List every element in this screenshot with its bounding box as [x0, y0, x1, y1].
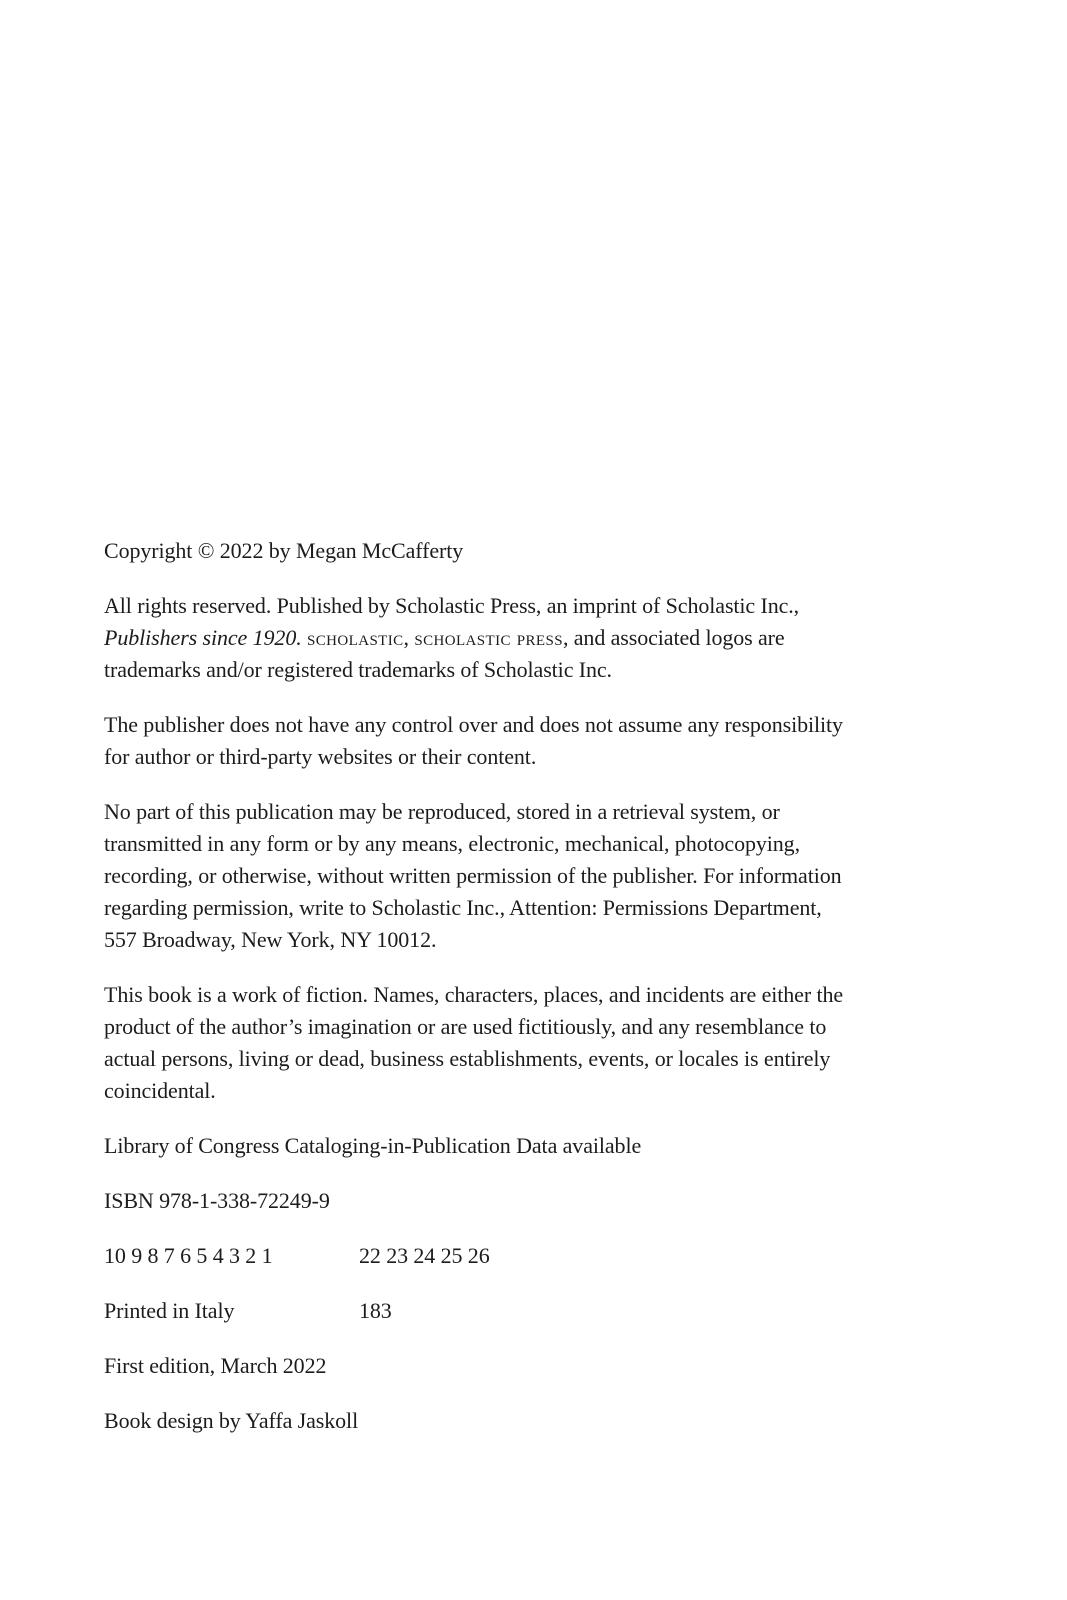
copyright-page	[104, 535, 924, 1460]
isbn-paragraph	[104, 1185, 924, 1217]
rights-line-1: All rights reserved. Published by Scholastic Press, an imprint of Scholastic Inc.,	[104, 593, 800, 618]
printing-years: 22 23 24 25 26	[359, 1243, 490, 1268]
impression-numbers: 10 9 8 7 6 5 4 3 2 1	[104, 1243, 273, 1268]
fiction-line-4: coincidental.	[104, 1078, 216, 1103]
rights-line-3: trademarks and/or registered trademarks of Scholastic Inc.	[104, 657, 612, 682]
rights-paragraph	[104, 590, 924, 686]
responsibility-line-2: for author or third-party websites or their content.	[104, 744, 537, 769]
copyright-notice	[104, 535, 924, 567]
printing-line	[104, 1240, 924, 1272]
fiction-line-2: product of the author’s imagination or are used fictitiously, and any resemblance to	[104, 1014, 827, 1039]
rights-line-2-tail: , and associated logos are	[562, 625, 785, 650]
edition-paragraph	[104, 1350, 924, 1382]
isbn-line: ISBN 978-1-338-72249-9	[104, 1188, 330, 1213]
scholastic-press-trademark: scholastic press	[414, 625, 563, 650]
fiction-paragraph	[104, 979, 924, 1107]
printed-country: Printed in Italy	[104, 1298, 235, 1323]
reproduction-line-5: 557 Broadway, New York, NY 10012.	[104, 927, 437, 952]
rights-line-2	[104, 622, 924, 654]
cip-line: Library of Congress Cataloging-in-Publication Data available	[104, 1133, 642, 1158]
fiction-line-1: This book is a work of fiction. Names, characters, places, and incidents are either the	[104, 982, 844, 1007]
responsibility-line-1: The publisher does not have any control over and does not assume any responsibility	[104, 712, 843, 737]
reproduction-line-2: transmitted in any form or by any means, electronic, mechanical, photocopying,	[104, 831, 800, 856]
cip-paragraph	[104, 1130, 924, 1162]
reproduction-line-1: No part of this publication may be reproduced, stored in a retrieval system, or	[104, 799, 780, 824]
copyright-line: Copyright © 2022 by Megan McCafferty	[104, 538, 464, 563]
reproduction-line-3: recording, or otherwise, without written permission of the publisher. For information	[104, 863, 842, 888]
responsibility-paragraph	[104, 709, 924, 773]
design-credit: Book design by Yaffa Jaskoll	[104, 1408, 359, 1433]
fiction-line-3: actual persons, living or dead, business establishments, events, or locales is entirely	[104, 1046, 831, 1071]
printer-code: 183	[359, 1298, 392, 1323]
printed-in-line	[104, 1295, 924, 1327]
reproduction-paragraph	[104, 796, 924, 956]
edition-line: First edition, March 2022	[104, 1353, 327, 1378]
publishers-since: Publishers since 1920.	[104, 625, 302, 650]
scholastic-trademark: scholastic	[307, 625, 404, 650]
design-paragraph	[104, 1405, 924, 1437]
reproduction-line-4: regarding permission, write to Scholastic Inc., Attention: Permissions Department,	[104, 895, 822, 920]
trademark-separator: ,	[403, 625, 415, 650]
